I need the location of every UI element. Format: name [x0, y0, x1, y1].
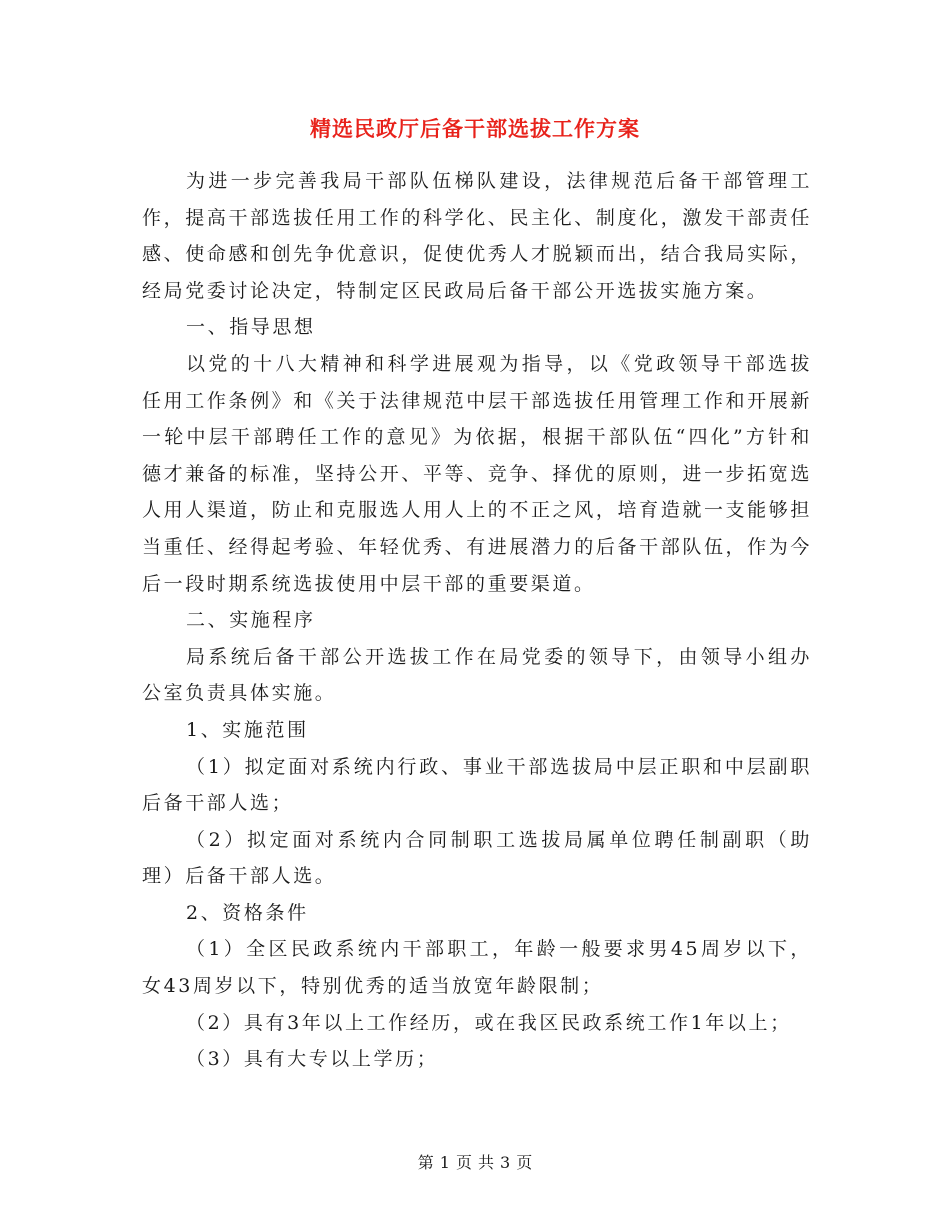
subheading-qualifications: 2、资格条件: [186, 901, 309, 924]
guiding-thought-paragraph: 以党的十八大精神和科学进展观为指导，以《党政领导干部选拔任用工作条例》和《关于法律规范中层干部选拔任用管理工作和开展新一轮中层干部聘任工作的意见》为依据，根据干部队伍“四化”方针和德才兼备的标准，坚持公开、平等、竞争、择优的原则，进一步拓宽选人用人渠道，防止和克服选人用人上的不正之风，培育造就一支能够担当重任、经得起考验、年轻优秀、有进展潜力的后备干部队伍，作为今后一段时期系统选拔使用中层干部的重要渠道。: [142, 352, 812, 595]
subheading-scope: 1、实施范围: [186, 718, 309, 741]
procedure-paragraph: 局系统后备干部公开选拔工作在局党委的领导下，由领导小组办公室负责具体实施。: [142, 645, 812, 705]
footer-current-page: 1: [439, 1153, 450, 1172]
document-body: [142, 163, 812, 1078]
footer-total-unit: 页: [516, 1153, 533, 1172]
footer-page-prefix: 第: [417, 1153, 434, 1172]
section-heading-guiding-thought: 一、指导思想: [186, 316, 316, 339]
intro-paragraph: 为进一步完善我局干部队伍梯队建设，法律规范后备干部管理工作，提高干部选拔任用工作的科学化、民主化、制度化，激发干部责任感、使命感和创先争优意识，促使优秀人才脱颖而出，结合我局实际，经局党委讨论决定，特制定区民政局后备干部公开选拔实施方案。: [142, 170, 812, 302]
page-footer: [0, 1153, 950, 1173]
footer-total-prefix: 共: [478, 1153, 495, 1172]
scope-item-2: （2）拟定面对系统内合同制职工选拔局属单位聘任制副职（助理）后备干部人选。: [142, 828, 812, 888]
scope-item-1: （1）拟定面对系统内行政、事业干部选拔局中层正职和中层副职后备干部人选；: [142, 755, 812, 815]
document-title: 精选民政厅后备干部选拔工作方案: [310, 116, 640, 141]
footer-page-unit: 页: [455, 1153, 472, 1172]
qualification-item-3: （3）具有大专以上学历；: [186, 1048, 439, 1071]
section-heading-procedure: 二、实施程序: [186, 609, 316, 632]
footer-total-pages: 3: [500, 1153, 511, 1172]
qualification-item-1: （1）全区民政系统内干部职工，年龄一般要求男45周岁以下，女43周岁以下，特别优秀的适当放宽年龄限制；: [142, 938, 812, 998]
qualification-item-2: （2）具有3年以上工作经历，或在我区民政系统工作1年以上；: [186, 1011, 792, 1034]
